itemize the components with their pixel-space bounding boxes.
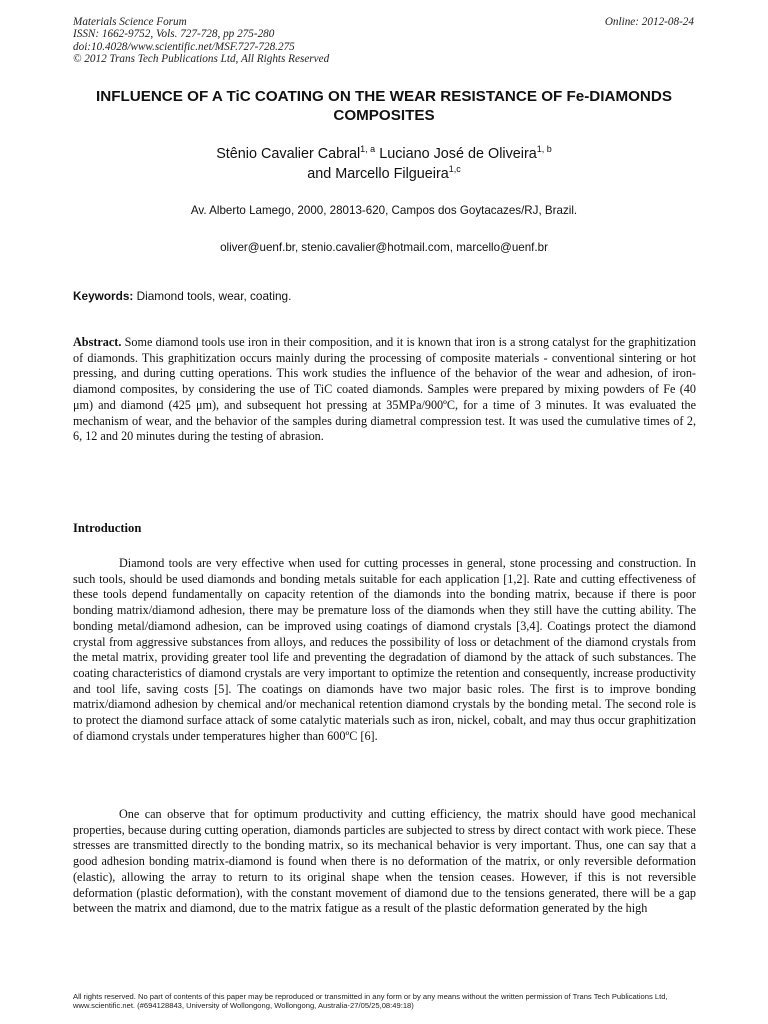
abstract (73, 335, 696, 445)
doi-line: doi:10.4028/www.scientific.net/MSF.727-728.275 (73, 40, 295, 53)
keywords-text: Diamond tools, wear, coating. (136, 289, 292, 303)
author-affiliation-mark: 1,c (448, 164, 461, 174)
keywords-label: Keywords: (73, 289, 134, 303)
journal-meta (73, 16, 329, 65)
author-name: Marcello Filgueira (335, 166, 449, 182)
online-date: Online: 2012-08-24 (604, 16, 694, 28)
abstract-text: Some diamond tools use iron in their composition, and it is known that iron is a strong catalyst for the graphitization of diamonds. This graphitization occurs mainly during the processing of composite materials - conventional sintering or hot pressing, and during cutting operations. This work studies the influence of the behavior of the wear and adhesion, of iron-diamond composites, by considering the use of TiC coated diamonds. Samples were prepared by mixing powders of Fe (40 μm) and diamond (425 μm), and subsequent hot pressing at 35MPa/900ºC, for a time of 3 minutes. It was evaluated the mechanism of wear, and the behavior of the samples during diametral compression test. It was used the cumulative times of 2, 6, 12 and 20 minutes during the testing of abrasion. (73, 335, 696, 444)
author-conjunction: and (307, 166, 332, 182)
author-list (73, 144, 695, 184)
copyright-footer: All rights reserved. No part of contents of this paper may be reproduced or transmitted in any form or by any means without the written permission of Trans Tech Publications Ltd, www.scientific.net. (#694128843, University of Wollongong, Wollongong, Australia-27/05/25,08:49:18) (73, 992, 668, 1010)
author-affiliation-mark: 1, a (360, 144, 376, 154)
affiliation: Av. Alberto Lamego, 2000, 28013-620, Campos dos Goytacazes/RJ, Brazil. (190, 204, 578, 217)
author-affiliation-mark: 1, b (536, 144, 552, 154)
introduction-paragraph: Diamond tools are very effective when used for cutting processes in general, stone processing and construction. In such tools, should be used diamonds and bonding metals suitable for each application [1,2]. Rate and cutting effectiveness of these tools depend fundamentally on capacity retention of the diamonds into the bonding matrix, because if there is poor bonding matrix/diamond adhesion, there may be premature loss of the diamonds when they still have the cutting ability. The bonding metal/diamond adhesion, can be improved using coatings of diamond crystals [3,4]. Coatings protect the diamond crystal from aggressive substances from alloys, and reduces the possibility of loss or detachment of the diamond crystals from the metal matrix, providing greater tool life and preventing the degradation of diamond by the attack of such substances. The coating characteristics of diamond crystals are very important to optimize the retention and consequently, increase productivity and tool life, saving costs [5]. The coatings on diamonds have two major basic roles. The first is to improve bonding matrix/diamond adhesion by chemical and/or mechanical retention diamond crystals by the bonding metal. The second role is to protect the diamond surface attack of some catalytic materials such as iron, nickel, cobalt, and may thus occur graphitization of diamond crystals under temperatures higher than 600ºC [6]. (73, 556, 696, 743)
author-emails: oliver@uenf.br, stenio.cavalier@hotmail.com, marcello@uenf.br (220, 241, 548, 254)
section-heading-introduction: Introduction (73, 521, 142, 535)
author-name: Stênio Cavalier Cabral (216, 146, 361, 162)
abstract-label: Abstract. (73, 335, 122, 349)
paper-title: INFLUENCE OF A TiC COATING ON THE WEAR RESISTANCE OF Fe-DIAMONDS COMPOSITES (96, 88, 672, 124)
keywords (73, 289, 291, 304)
journal-name: Materials Science Forum (73, 16, 187, 28)
issn-line: ISSN: 1662-9752, Vols. 727-728, pp 275-280 (73, 28, 275, 41)
author-name: Luciano José de Oliveira (379, 146, 537, 162)
introduction-paragraph: One can observe that for optimum productivity and cutting efficiency, the matrix should have good mechanical properties, because during cutting operation, diamonds particles are subjected to stress by direct contact with work piece. These stresses are transmitted directly to the bonding matrix, so its mechanical behavior is very important. Thus, one can say that a good adhesion bonding matrix-diamond is found when there is no deformation of the matrix, or only reversible deformation (elastic), allowing the array to return to its original shape when the tension ceases. However, if this is not reversible deformation (plastic deformation), with the constant movement of diamond due to the tensions generated, there will be a gap between the matrix and diamond, due to the matrix fatigue as a result of the plastic deformation generated by the high (73, 807, 696, 916)
copyright-line: © 2012 Trans Tech Publications Ltd, All Rights Reserved (73, 52, 330, 65)
